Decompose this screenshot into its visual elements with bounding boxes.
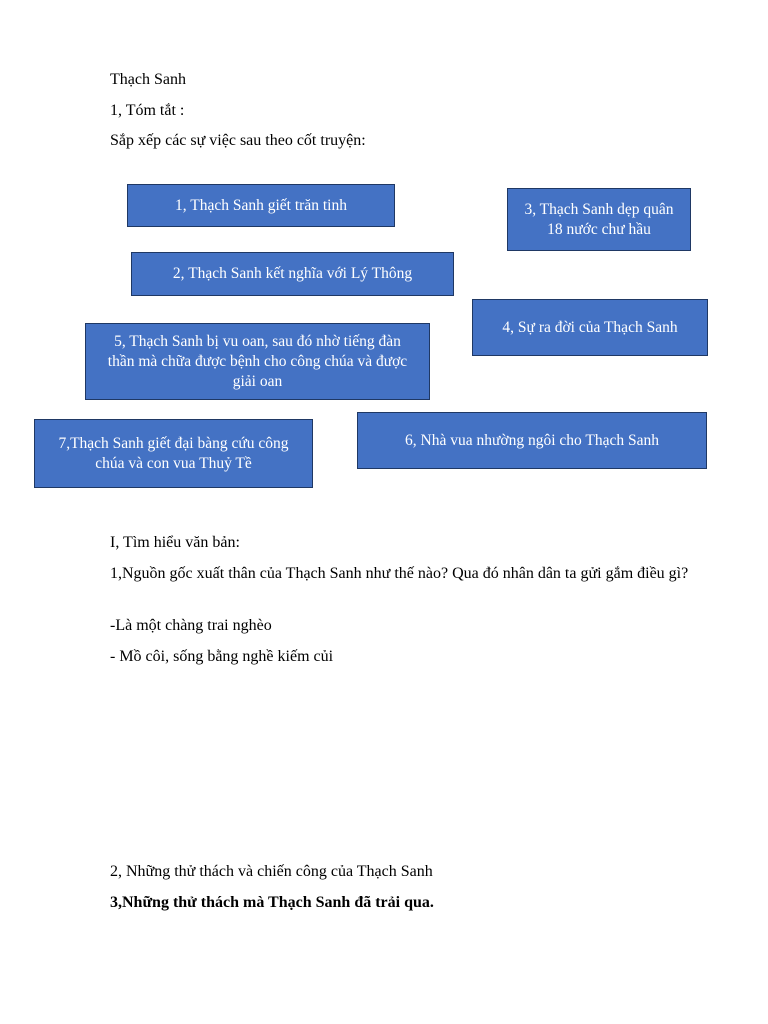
document-title: Thạch Sanh: [110, 71, 186, 88]
event-box-3: 3, Thạch Sanh dẹp quân 18 nước chư hầu: [507, 188, 691, 251]
summary-heading: 1, Tóm tắt :: [110, 102, 185, 119]
answer1-line-b: - Mồ côi, sống bằng nghề kiếm củi: [110, 648, 334, 665]
event-box-1: 1, Thạch Sanh giết trăn tinh: [127, 184, 395, 227]
question1-text: 1,Nguồn gốc xuất thân của Thạch Sanh như thế nào? Qua đó nhân dân ta gửi gắm điều gì?: [110, 565, 689, 582]
event-box-7: 7,Thạch Sanh giết đại bàng cứu công chúa và con vua Thuỷ Tề: [34, 419, 313, 488]
section3-heading: 3,Những thử thách mà Thạch Sanh đã trải qua.: [110, 894, 434, 911]
event-box-5: 5, Thạch Sanh bị vu oan, sau đó nhờ tiếng đàn thần mà chữa được bệnh cho công chúa và được giải oan: [85, 323, 430, 400]
section1-heading: I, Tìm hiểu văn bản:: [110, 534, 240, 551]
section2-heading: 2, Những thử thách và chiến công của Thạch Sanh: [110, 863, 433, 880]
instruction-text: Sắp xếp các sự việc sau theo cốt truyện:: [110, 132, 366, 149]
answer1-line-a: -Là một chàng trai nghèo: [110, 617, 272, 634]
event-box-6: 6, Nhà vua nhường ngôi cho Thạch Sanh: [357, 412, 707, 469]
event-box-4: 4, Sự ra đời của Thạch Sanh: [472, 299, 708, 356]
event-box-2: 2, Thạch Sanh kết nghĩa với Lý Thông: [131, 252, 454, 296]
